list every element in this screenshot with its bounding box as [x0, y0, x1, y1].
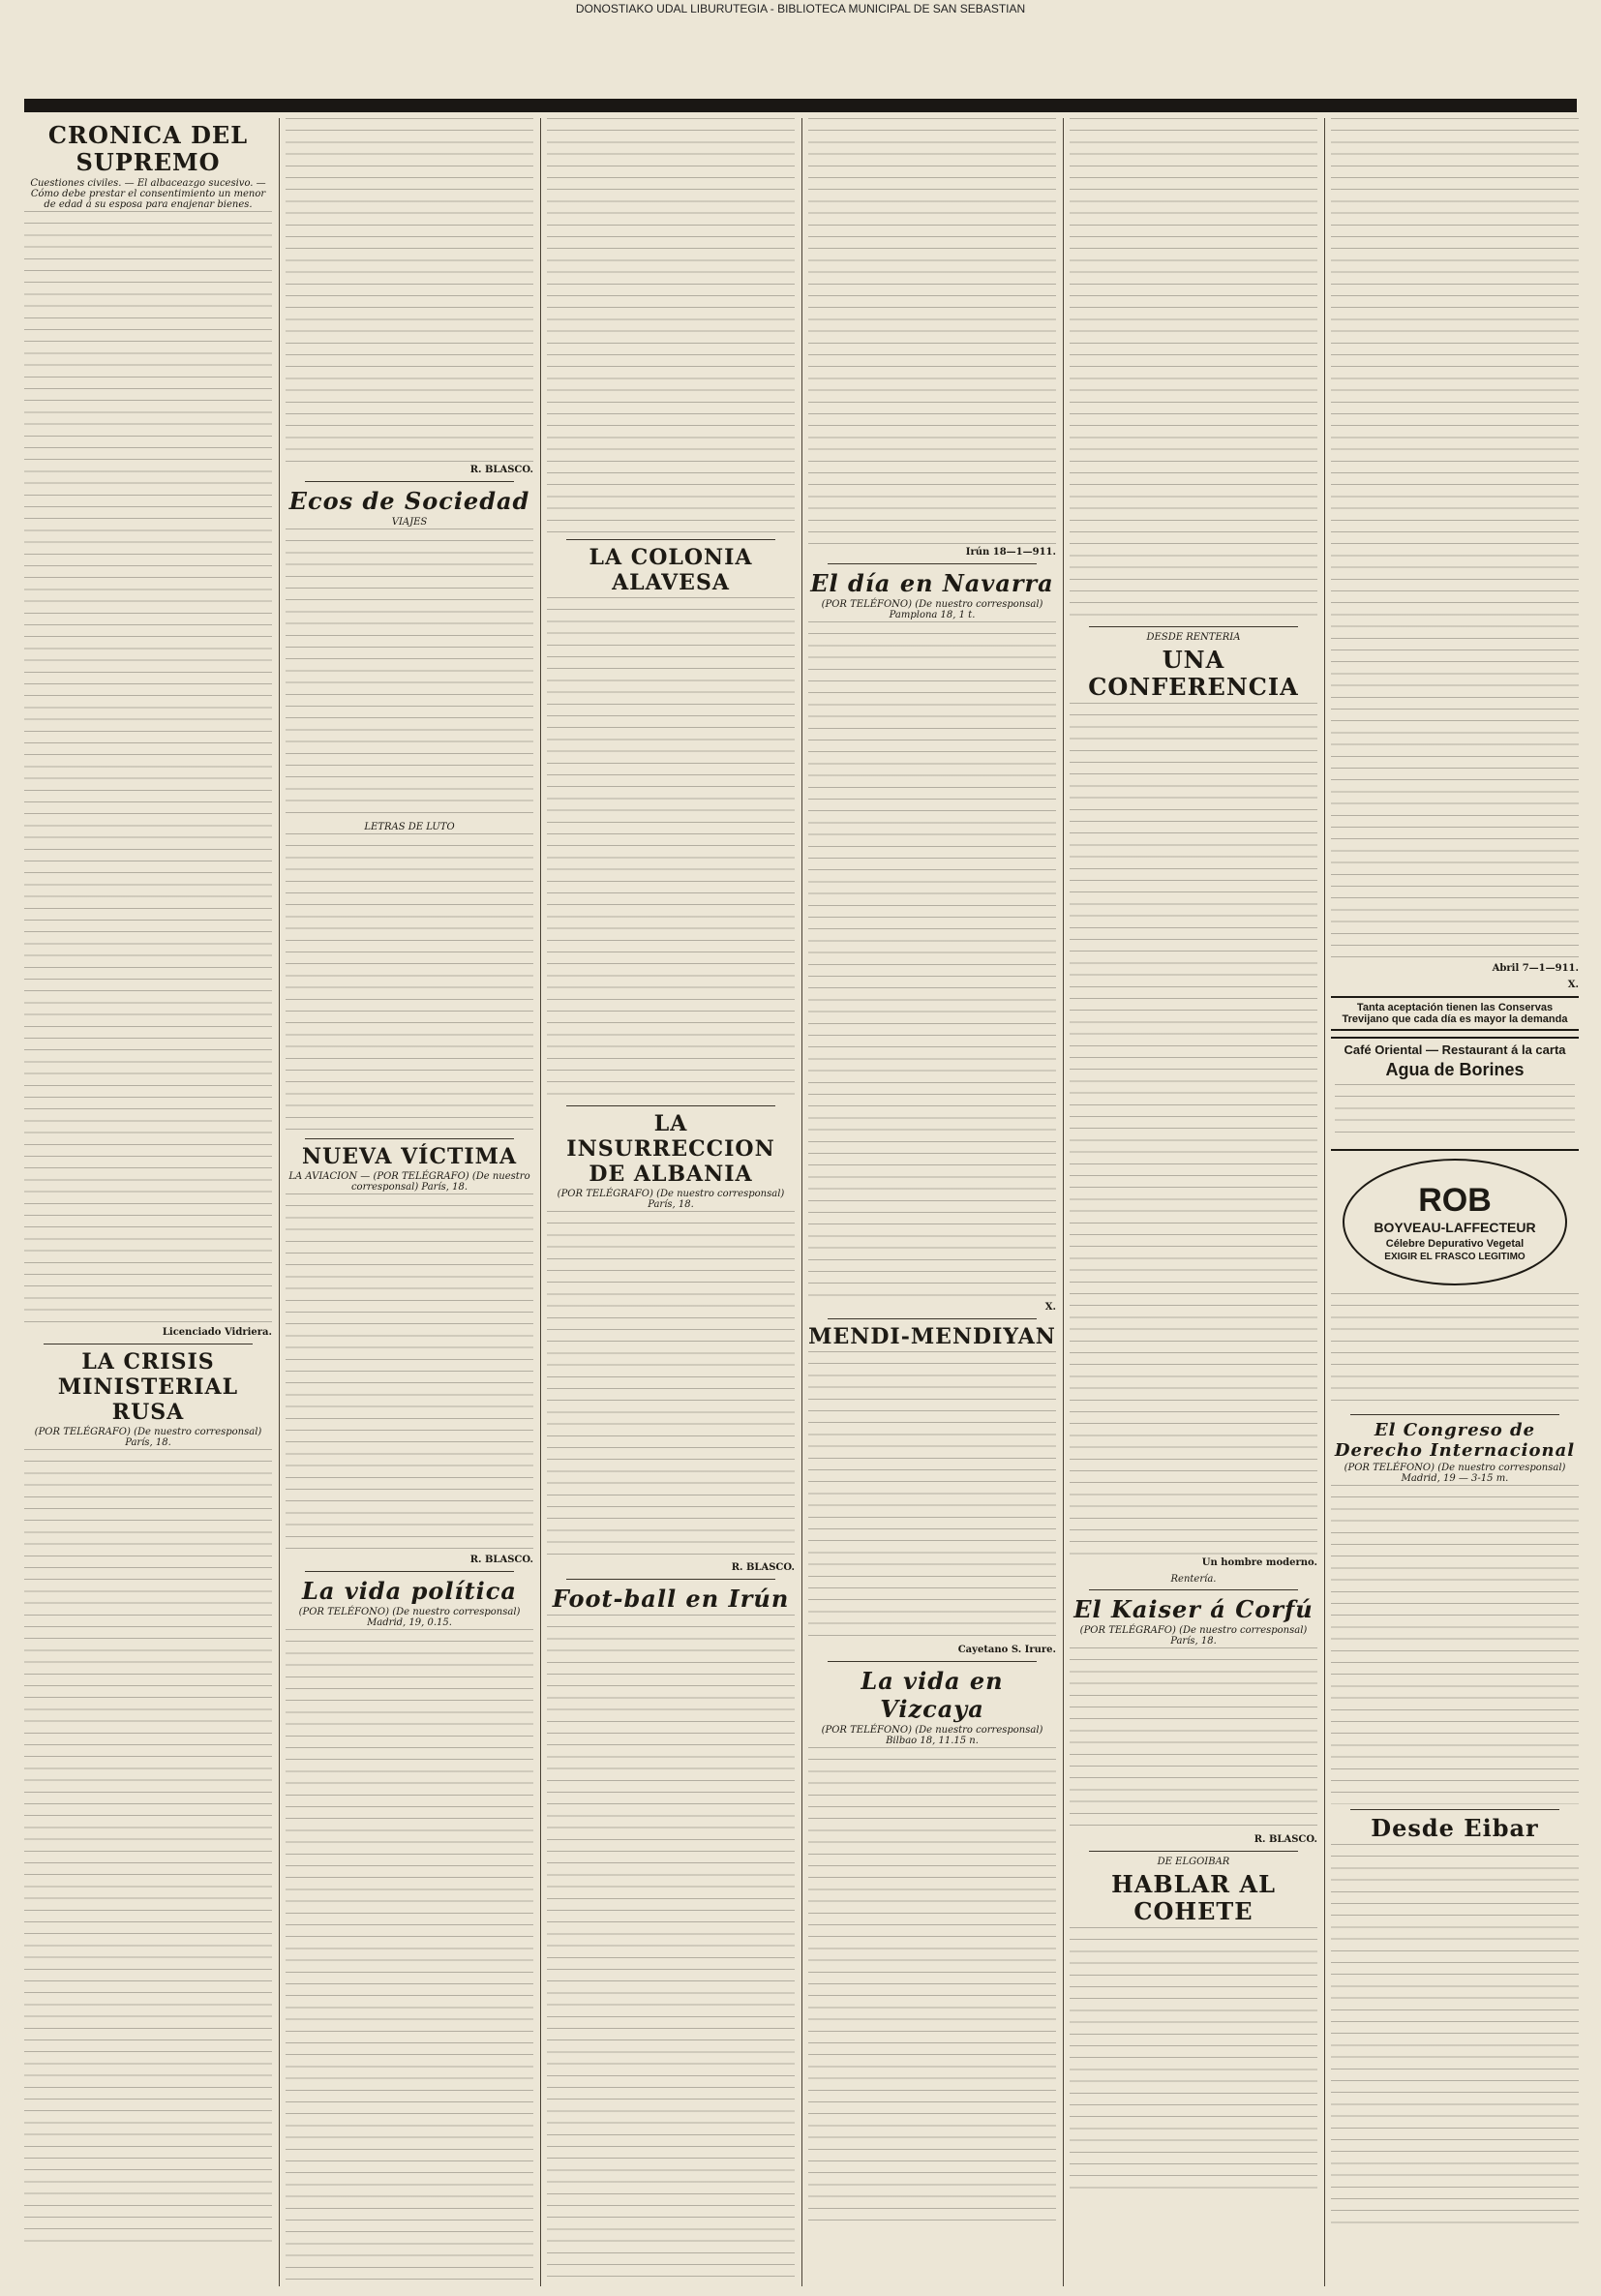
signature-blasco-4: R. BLASCO.: [1254, 1834, 1317, 1845]
article-body-football: [547, 1615, 795, 2286]
divider: [305, 1571, 514, 1572]
signature-blasco-1: R. BLASCO.: [469, 465, 533, 475]
article-body-vizcaya: [808, 1747, 1056, 2231]
archive-header: DONOSTIAKO UDAL LIBURUTEGIA - BIBLIOTECA MUNICIPAL DE SAN SEBASTIAN: [575, 2, 1026, 15]
article-body-religious: [1331, 118, 1579, 960]
article-body-aviacion: [286, 1193, 533, 1552]
ad-rob-brand: BOYVEAU-LAFFECTEUR: [1374, 1220, 1536, 1235]
signature-irun-date: Irún 18—1—911.: [965, 547, 1056, 558]
ad-cafe-oriental: [1331, 1037, 1579, 1151]
headline-hablar-cohete: HABLAR AL COHETE: [1111, 1870, 1276, 1925]
subhead-vida-politica: (POR TELÉFONO) (De nuestro corresponsal) Madrid, 19, 0.15.: [298, 1607, 521, 1628]
article-body-vida-politica: [286, 1629, 533, 2286]
column-rule: [540, 118, 541, 2286]
signature-irure: Cayetano S. Irure.: [957, 1645, 1056, 1655]
article-body-cohete: [1070, 1927, 1317, 2198]
headline-congreso-derecho: El Congreso de Derecho Internacional: [1334, 1420, 1576, 1461]
headline-mendi-mendiyan: MENDI-MENDIYAN: [808, 1324, 1056, 1349]
headline-vida-vizcaya: La vida en Vizcaya: [861, 1667, 1004, 1723]
divider: [566, 539, 775, 540]
divider: [828, 1318, 1037, 1319]
headline-vida-politica: La vida política: [302, 1577, 517, 1605]
signature-x-2: X.: [1567, 980, 1579, 990]
divider: [305, 481, 514, 482]
newspaper-page: [24, 118, 1581, 2286]
subhead-renteria: DESDE RENTERIA: [1146, 632, 1241, 643]
article-body-eibar: [1331, 1844, 1579, 2231]
ad-rob-boyveau: [1343, 1159, 1567, 1285]
divider: [828, 563, 1037, 564]
column-2: [286, 118, 533, 2286]
dateline-renteria: Rentería.: [1170, 1574, 1217, 1585]
article-body-military: [547, 118, 795, 534]
article-body-conferencia: [1070, 703, 1317, 1555]
article-body-albania: [547, 1211, 795, 1559]
ad-rob-title: ROB: [1418, 1182, 1492, 1219]
headline-ecos-sociedad: Ecos de Sociedad: [288, 487, 530, 515]
divider: [828, 1661, 1037, 1662]
article-body-navarra: [808, 621, 1056, 1299]
column-4: [808, 118, 1056, 2286]
article-body-crisis-rusa: [24, 1449, 272, 2243]
subhead-nueva-victima: LA AVIACION — (POR TELÉGRAFO) (De nuestro corresponsal) París, 18.: [288, 1171, 530, 1193]
divider: [1350, 1809, 1559, 1810]
article-body-continued: [286, 118, 533, 462]
article-body-colonia: [547, 597, 795, 1101]
article-body-luto: [286, 833, 533, 1133]
signature-hombre-moderno: Un hombre moderno.: [1201, 1557, 1317, 1568]
ad-borines-body: [1335, 1084, 1575, 1142]
subhead-viajes: VIAJES: [391, 517, 428, 528]
headline-crisis-rusa: LA CRISIS MINISTERIAL RUSA: [57, 1349, 239, 1425]
column-3: [547, 118, 795, 2286]
headline-dia-navarra: El día en Navarra: [810, 569, 1054, 597]
subhead-vizcaya: (POR TELÉFONO) (De nuestro corresponsal) Bilbao 18, 11.15 n.: [821, 1725, 1043, 1746]
subhead-congreso: (POR TELÉFONO) (De nuestro corresponsal) Madrid, 19 — 3-15 m.: [1344, 1463, 1566, 1484]
column-rule: [1324, 118, 1325, 2286]
column-1: [24, 118, 272, 2286]
article-body-theatre: [1331, 1293, 1579, 1409]
signature-vidriera: Licenciado Vidriera.: [162, 1327, 272, 1338]
column-6: [1331, 118, 1579, 2286]
subhead-navarra: (POR TELÉFONO) (De nuestro corresponsal) Pamplona 18, 1 t.: [821, 599, 1043, 620]
column-5: [1070, 118, 1317, 2286]
article-body-ecos: [286, 529, 533, 819]
headline-colonia-alavesa: LA COLONIA ALAVESA: [589, 545, 753, 595]
divider: [566, 1579, 775, 1580]
headline-cronica-supremo: CRONICA DEL SUPREMO: [47, 121, 249, 176]
headline-una-conferencia: UNA CONFERENCIA: [1088, 646, 1299, 701]
divider: [1089, 1851, 1298, 1852]
ad-rob-line1: Célebre Depurativo Vegetal: [1385, 1238, 1525, 1250]
headline-kaiser-corfu: El Kaiser á Corfú: [1073, 1595, 1314, 1623]
divider: [1350, 1414, 1559, 1415]
column-rule: [801, 118, 802, 2286]
subhead-crisis-rusa: (POR TELÉGRAFO) (De nuestro corresponsal) París, 18.: [34, 1427, 262, 1448]
ad-rob-line2: EXIGIR EL FRASCO LEGITIMO: [1384, 1252, 1525, 1262]
article-body-kaiser: [1070, 1647, 1317, 1831]
subhead-letras-luto: LETRAS DE LUTO: [364, 822, 455, 832]
signature-blasco-2: R. BLASCO.: [469, 1555, 533, 1565]
ad-cafe-text: Café Oriental — Restaurant á la carta: [1344, 1042, 1566, 1057]
ad-borines-title: Agua de Borines: [1385, 1060, 1525, 1079]
column-rule: [1063, 118, 1064, 2286]
signature-abril: Abril 7—1—911.: [1492, 963, 1579, 974]
divider: [566, 1105, 775, 1106]
headline-insurreccion-albania: LA INSURRECCION DE ALBANIA: [566, 1111, 775, 1187]
divider: [1089, 626, 1298, 627]
article-body-cronica: [24, 211, 272, 1324]
subhead-cronica: Cuestiones civiles. — El albaceazgo sucesivo. — Cómo debe prestar el consentimiento un menor de edad á su esposa para enajenar bienes.: [30, 178, 266, 210]
column-rule: [279, 118, 280, 2286]
subhead-elgoibar: DE ELGOIBAR: [1157, 1857, 1230, 1867]
article-body-football-cont: [808, 118, 1056, 544]
poem-mendi-mendiyan: [808, 1351, 1056, 1642]
ad-conservas-text: Tanta aceptación tienen las Conservas Trevijano que cada día es mayor la demanda: [1342, 1002, 1568, 1025]
signature-blasco-3: R. BLASCO.: [731, 1562, 795, 1573]
masthead-band: [24, 99, 1577, 112]
divider: [305, 1138, 514, 1139]
headline-desde-eibar: Desde Eibar: [1371, 1814, 1539, 1842]
subhead-kaiser: (POR TELÉGRAFO) (De nuestro corresponsal) París, 18.: [1079, 1625, 1308, 1646]
article-body-port: [1070, 118, 1317, 621]
signature-x: X.: [1044, 1302, 1056, 1313]
divider: [1089, 1589, 1298, 1590]
headline-nueva-victima: NUEVA VÍCTIMA: [301, 1144, 518, 1169]
article-body-congreso: [1331, 1485, 1579, 1804]
subhead-albania: (POR TELÉGRAFO) (De nuestro corresponsal) París, 18.: [557, 1189, 785, 1210]
headline-football-irun: Foot-ball en Irún: [552, 1585, 790, 1613]
ad-conservas-trevijano: [1331, 996, 1579, 1031]
